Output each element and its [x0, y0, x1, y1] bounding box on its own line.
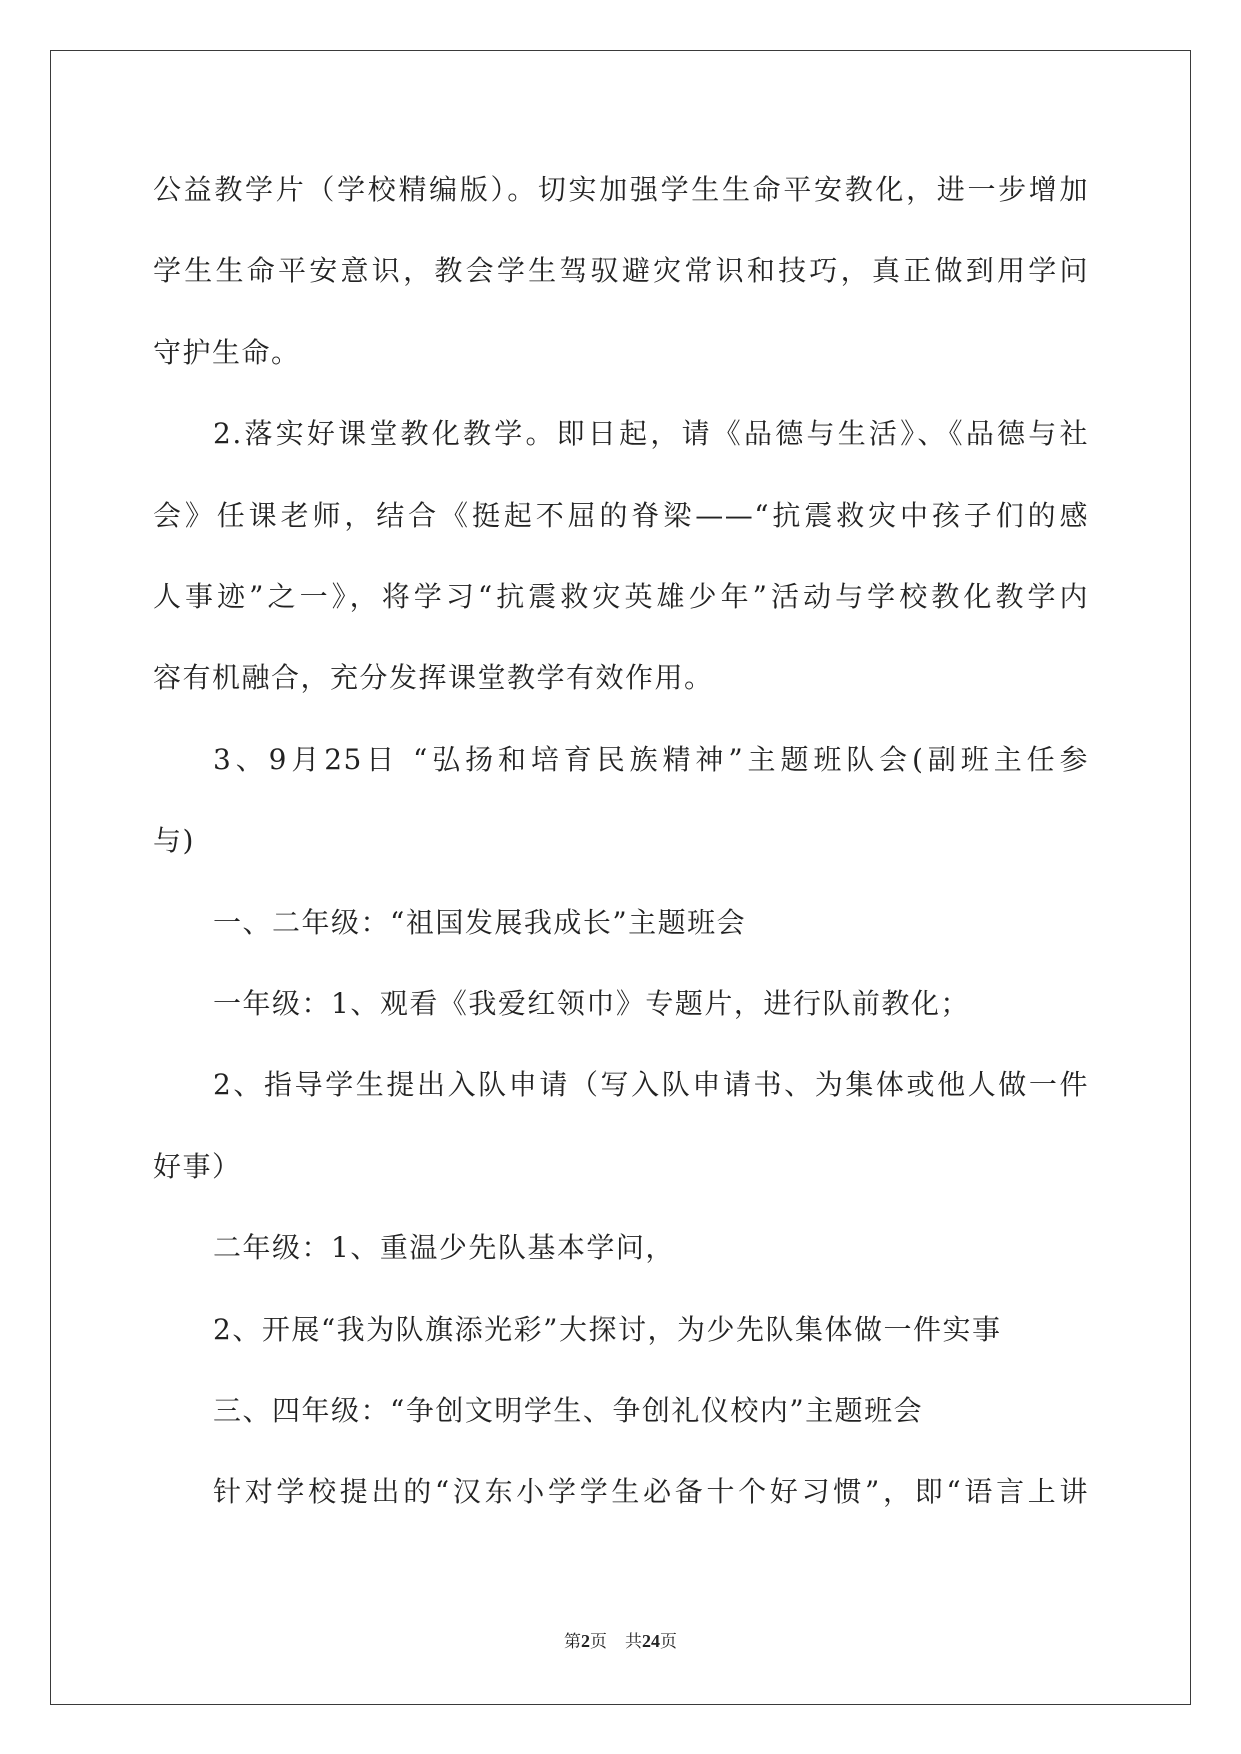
text-line: 2、开展“我为队旗添光彩”大探讨，为少先队集体做一件实事 [213, 1313, 1002, 1346]
page-footer [0, 1628, 1241, 1654]
text-line: 公益教学片（学校精编版）。切实加强学生生命平安教化，进一步增加 [153, 173, 1089, 206]
total-prefix: 共 [625, 1632, 642, 1652]
page-border [50, 50, 1191, 1705]
total-suffix: 页 [660, 1632, 677, 1652]
total-pages: 24 [642, 1631, 660, 1651]
text-line: 学生生命平安意识，教会学生驾驭避灾常识和技巧，真正做到用学问 [153, 254, 1089, 287]
page-number: 2 [581, 1631, 590, 1651]
text-line: 3、9月25日 “弘扬和培育民族精神”主题班队会(副班主任参 [213, 743, 1089, 776]
text-line: 三、四年级：“争创文明学生、争创礼仪校内”主题班会 [213, 1394, 924, 1427]
text-line: 守护生命。 [153, 336, 301, 369]
text-line: 容有机融合，充分发挥课堂教学有效作用。 [153, 661, 714, 694]
text-line: 一年级：1、观看《我爱红领巾》专题片，进行队前教化； [213, 987, 970, 1020]
text-line: 人事迹”之一》，将学习“抗震救灾英雄少年”活动与学校教化教学内 [153, 580, 1089, 613]
page-prefix: 第 [564, 1632, 581, 1652]
page-suffix: 页 [590, 1632, 607, 1652]
text-line: 好事） [153, 1150, 242, 1183]
text-line: 二年级：1、重温少先队基本学问， [213, 1231, 675, 1264]
text-line: 针对学校提出的“汉东小学学生必备十个好习惯”，即“语言上讲 [213, 1475, 1089, 1508]
text-line: 与) [153, 824, 195, 857]
text-line: 会》任课老师，结合《挺起不屈的脊梁——“抗震救灾中孩子们的感 [153, 499, 1089, 532]
text-line: 2.落实好课堂教化教学。即日起，请《品德与生活》、《品德与社 [213, 417, 1089, 450]
text-line: 一、二年级：“祖国发展我成长”主题班会 [213, 906, 747, 939]
text-line: 2、指导学生提出入队申请（写入队申请书、为集体或他人做一件 [213, 1068, 1089, 1101]
